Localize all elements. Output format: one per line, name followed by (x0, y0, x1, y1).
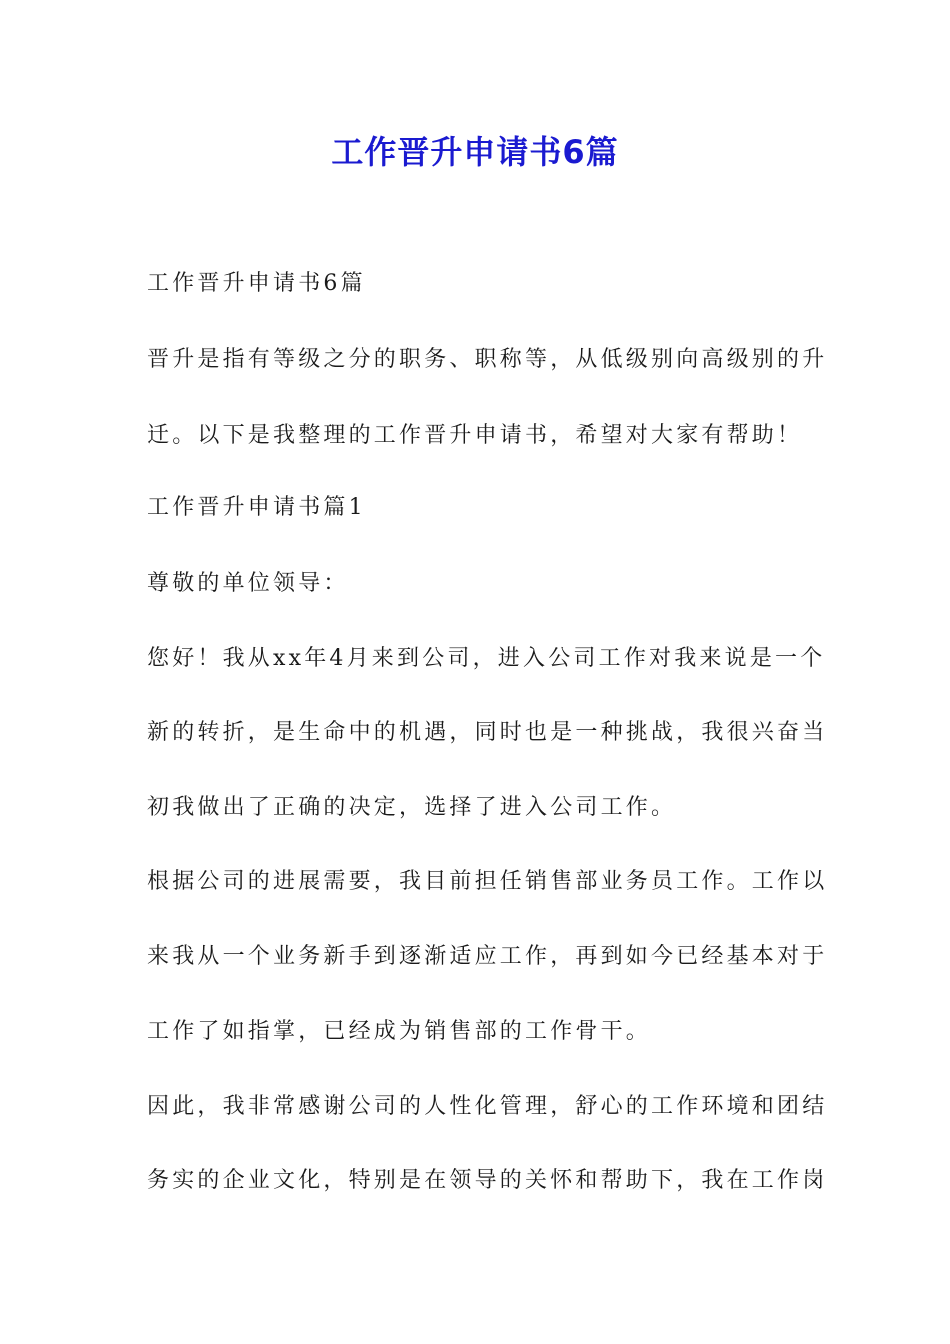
document-title: 工作晋升申请书6篇 (331, 133, 619, 171)
paragraph-line: 晋升是指有等级之分的职务、职称等，从低级别向高级别的升 (147, 347, 828, 372)
salutation-line: 尊敬的单位领导： (147, 571, 349, 596)
paragraph-line: 迁。以下是我整理的工作晋升申请书，希望对大家有帮助！ (147, 423, 803, 448)
subtitle-line: 工作晋升申请书6篇 (147, 271, 366, 296)
paragraph-line: 工作了如指掌，已经成为销售部的工作骨干。 (147, 1019, 652, 1044)
paragraph-line: 根据公司的进展需要，我目前担任销售部业务员工作。工作以 (147, 869, 828, 894)
paragraph-line: 来我从一个业务新手到逐渐适应工作，再到如今已经基本对于 (147, 944, 828, 969)
paragraph-line: 因此，我非常感谢公司的人性化管理，舒心的工作环境和团结 (147, 1094, 828, 1119)
paragraph-line: 新的转折，是生命中的机遇，同时也是一种挑战，我很兴奋当 (147, 720, 828, 745)
paragraph-line: 您好！我从xx年4月来到公司，进入公司工作对我来说是一个 (147, 646, 826, 671)
paragraph-line: 务实的企业文化，特别是在领导的关怀和帮助下，我在工作岗 (147, 1168, 828, 1193)
paragraph-line: 初我做出了正确的决定，选择了进入公司工作。 (147, 795, 677, 820)
section-heading: 工作晋升申请书篇1 (147, 495, 366, 520)
